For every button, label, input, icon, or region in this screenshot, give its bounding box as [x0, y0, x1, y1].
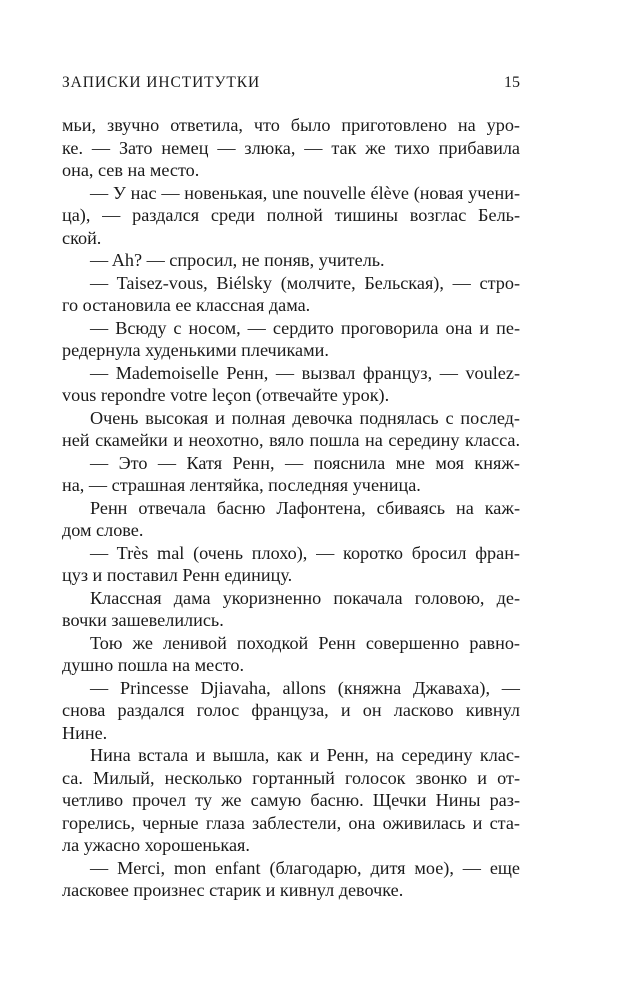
text-line: са. Милый, несколько гортанный голосок звонко и от- — [62, 767, 520, 788]
text-line: душно пошла на место. — [62, 655, 245, 675]
text-line: ласковее произнес старик и кивнул девочке. — [62, 880, 404, 900]
text-line: — Très mal (очень плохо), — коротко бросил фран- — [90, 542, 520, 563]
text-line: Очень высокая и полная девочка поднялась с послед- — [90, 407, 520, 428]
text-line: на, — страшная лентяйка, последняя ученица. — [62, 475, 421, 495]
text-line: — Всюду с носом, — сердито проговорила она и пе- — [90, 317, 520, 338]
text-line: мьи, звучно ответила, что было приготовлено на уро- — [62, 115, 520, 135]
text-line: vous repondre votre leçon (отвечайте урок). — [62, 385, 390, 405]
text-line: — У нас — новенькая, une nouvelle élève (новая учени- — [90, 182, 520, 203]
text-line: она, сев на место. — [62, 160, 200, 180]
text-line: редернула худенькими плечиками. — [62, 340, 329, 360]
text-line: ской. — [62, 227, 102, 248]
text-line: четливо прочел ту же самую басню. Щечки Нины раз- — [62, 790, 520, 810]
text-line: Классная дама укоризненно покачала головою, де- — [90, 587, 520, 608]
text-line: — Merci, mon enfant (благодарю, дитя мое), — еще — [90, 857, 520, 878]
text-line: снова раздался голос француза, и он ласково кивнул — [62, 700, 520, 720]
text-line: цуз и поставил Ренн единицу. — [62, 565, 293, 585]
text-line: ке. — Зато немец — злюка, — так же тихо прибавила — [62, 137, 520, 158]
text-line: — Mademoiselle Ренн, — вызвал француз, — voulez- — [90, 362, 520, 383]
text-line: — Ah? — спросил, не поняв, учитель. — [90, 250, 385, 270]
text-line: горелись, черные глаза заблестели, она оживилась и ста- — [62, 812, 520, 833]
running-header — [62, 74, 520, 96]
text-line: ла ужасно хорошенькая. — [62, 835, 250, 855]
text-line: — Это — Катя Ренн, — пояснила мне моя княж- — [90, 452, 520, 473]
text-line: ца), — раздался среди полной тишины возглас Бель- — [62, 205, 520, 225]
running-title: ЗАПИСКИ ИНСТИТУТКИ — [62, 74, 261, 91]
text-line: Тою же ленивой походкой Ренн совершенно равно- — [90, 632, 520, 653]
body-text — [62, 114, 520, 902]
text-line: вочки зашевелились. — [62, 610, 224, 630]
text-line: — Taisez-vous, Biélsky (молчите, Бельская), — стро- — [90, 272, 520, 293]
text-line: Нине. — [62, 722, 108, 743]
text-line: Ренн отвечала басню Лафонтена, сбиваясь на каж- — [90, 497, 520, 518]
text-line: дом слове. — [62, 520, 144, 540]
text-line: Нина встала и вышла, как и Ренн, на середину клас- — [90, 745, 520, 765]
text-line: — Princesse Djiavaha, allons (княжна Джаваха), — — [90, 677, 520, 698]
text-line: ней скамейки и неохотно, вяло пошла на середину класса. — [62, 430, 520, 450]
text-line: го остановила ее классная дама. — [62, 295, 311, 315]
page-number: 15 — [504, 74, 520, 91]
